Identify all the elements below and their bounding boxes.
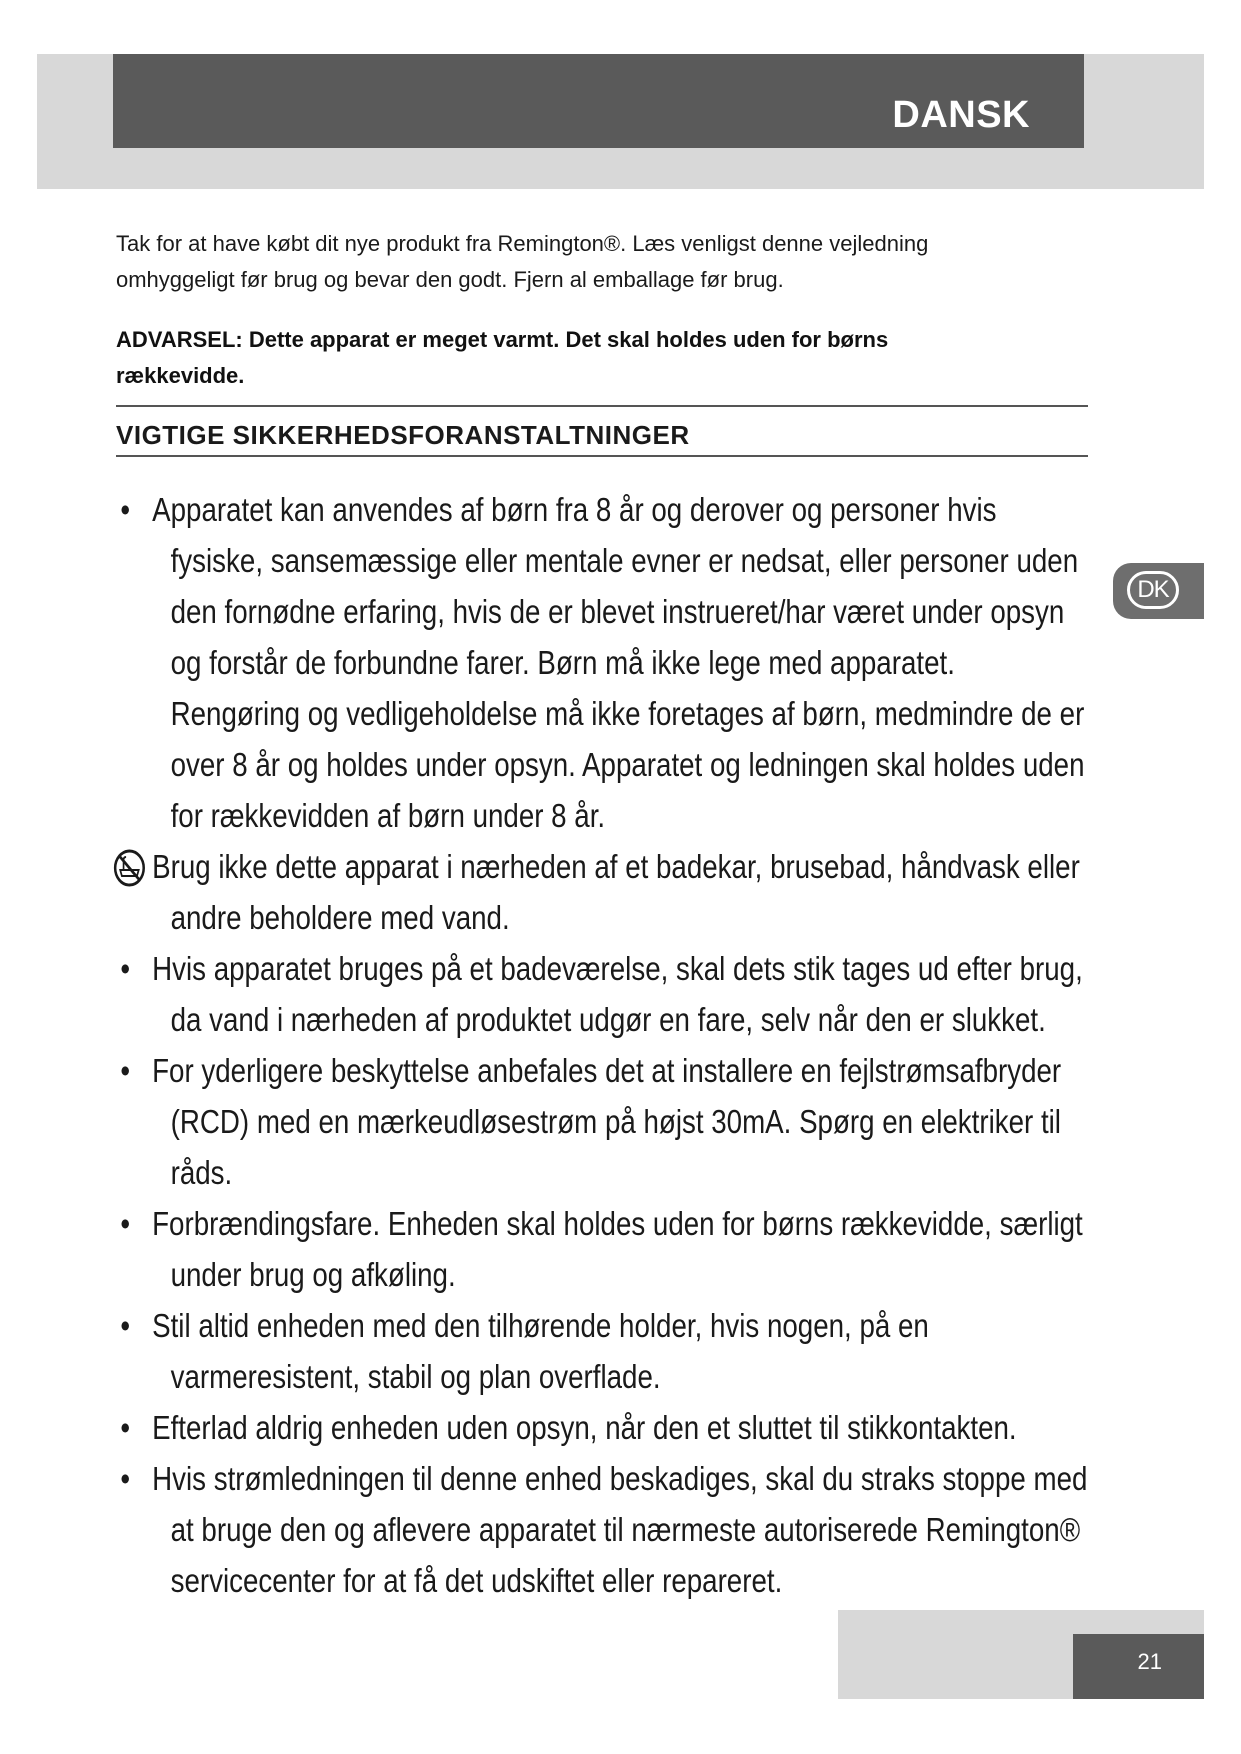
no-bathtub-icon: [113, 848, 147, 888]
language-badge: DK: [1127, 571, 1179, 609]
list-item: [116, 841, 1090, 943]
section-bottom-rule: [116, 455, 1088, 457]
bullet-marker: •: [120, 1052, 131, 1089]
bullet-marker: •: [120, 950, 131, 987]
header-box: [113, 54, 1084, 148]
safety-list: [116, 484, 1090, 1606]
list-item-text: Efterlad aldrig enheden uden opsyn, når den et sluttet til stikkontakten.: [152, 1409, 1017, 1446]
language-title: DANSK: [892, 94, 1030, 136]
section-top-rule: [116, 405, 1088, 407]
bullet-marker: •: [120, 1205, 131, 1242]
section-title: VIGTIGE SIKKERHEDSFORANSTALTNINGER: [116, 420, 690, 450]
list-item: [116, 1300, 1090, 1402]
list-item-text: For yderligere beskyttelse anbefales det at installere en fejlstrømsafbryder (RCD) med en mærkeudløsestrøm på højst 30mA. Spørg en elektriker til råds.: [152, 1052, 1062, 1191]
bullet-marker: •: [120, 491, 131, 528]
list-item-text: Forbrændingsfare. Enheden skal holdes uden for børns rækkevidde, særligt under brug og afkøling.: [152, 1205, 1083, 1293]
list-item-text: Apparatet kan anvendes af børn fra 8 år og derover og personer hvis fysiske, sansemæssige eller mentale evner er nedsat, eller personer uden den fornødne erfaring, hvis de er blevet instrueret/har været under opsyn og forstår de forbundne farer. Børn må ikke lege med apparatet. Rengøring og vedligeholdelse må ikke foretages af børn, medmindre de er over 8 år og holdes under opsyn. Apparatet og ledningen skal holdes uden for rækkevidden af børn under 8 år.: [152, 491, 1085, 834]
list-item-text: Stil altid enheden med den tilhørende holder, hvis nogen, på en varmeresistent, stabil og plan overflade.: [152, 1307, 929, 1395]
list-item: [116, 943, 1090, 1045]
intro-paragraph: Tak for at have købt dit nye produkt fra Remington®. Læs venligst denne vejledning omhyggeligt før brug og bevar den godt. Fjern al emballage før brug.: [116, 231, 929, 292]
language-side-tab: [1113, 563, 1204, 619]
list-item-text: Hvis strømledningen til denne enhed beskadiges, skal du straks stoppe med at bruge den og aflevere apparatet til nærmeste autoriserede Remington® servicecenter for at få det udskiftet eller repareret.: [152, 1460, 1088, 1599]
list-item-text: Brug ikke dette apparat i nærheden af et badekar, brusebad, håndvask eller andre beholdere med vand.: [152, 848, 1080, 936]
list-item: [116, 484, 1090, 841]
bullet-marker: •: [120, 1460, 131, 1497]
list-item: [116, 1045, 1090, 1198]
page-number: 21: [1137, 1649, 1162, 1674]
bullet-marker: •: [120, 1307, 131, 1344]
footer-box: [1073, 1634, 1204, 1699]
list-item-text: Hvis apparatet bruges på et badeværelse, skal dets stik tages ud efter brug, da vand i nærheden af produktet udgør en fare, selv når den er slukket.: [152, 950, 1083, 1038]
list-item: [116, 1402, 1090, 1453]
list-item: [116, 1198, 1090, 1300]
warning-paragraph: ADVARSEL: Dette apparat er meget varmt. Det skal holdes uden for børns rækkevidde.: [116, 327, 889, 388]
list-item: [116, 1453, 1090, 1606]
bullet-marker: •: [120, 1409, 131, 1446]
